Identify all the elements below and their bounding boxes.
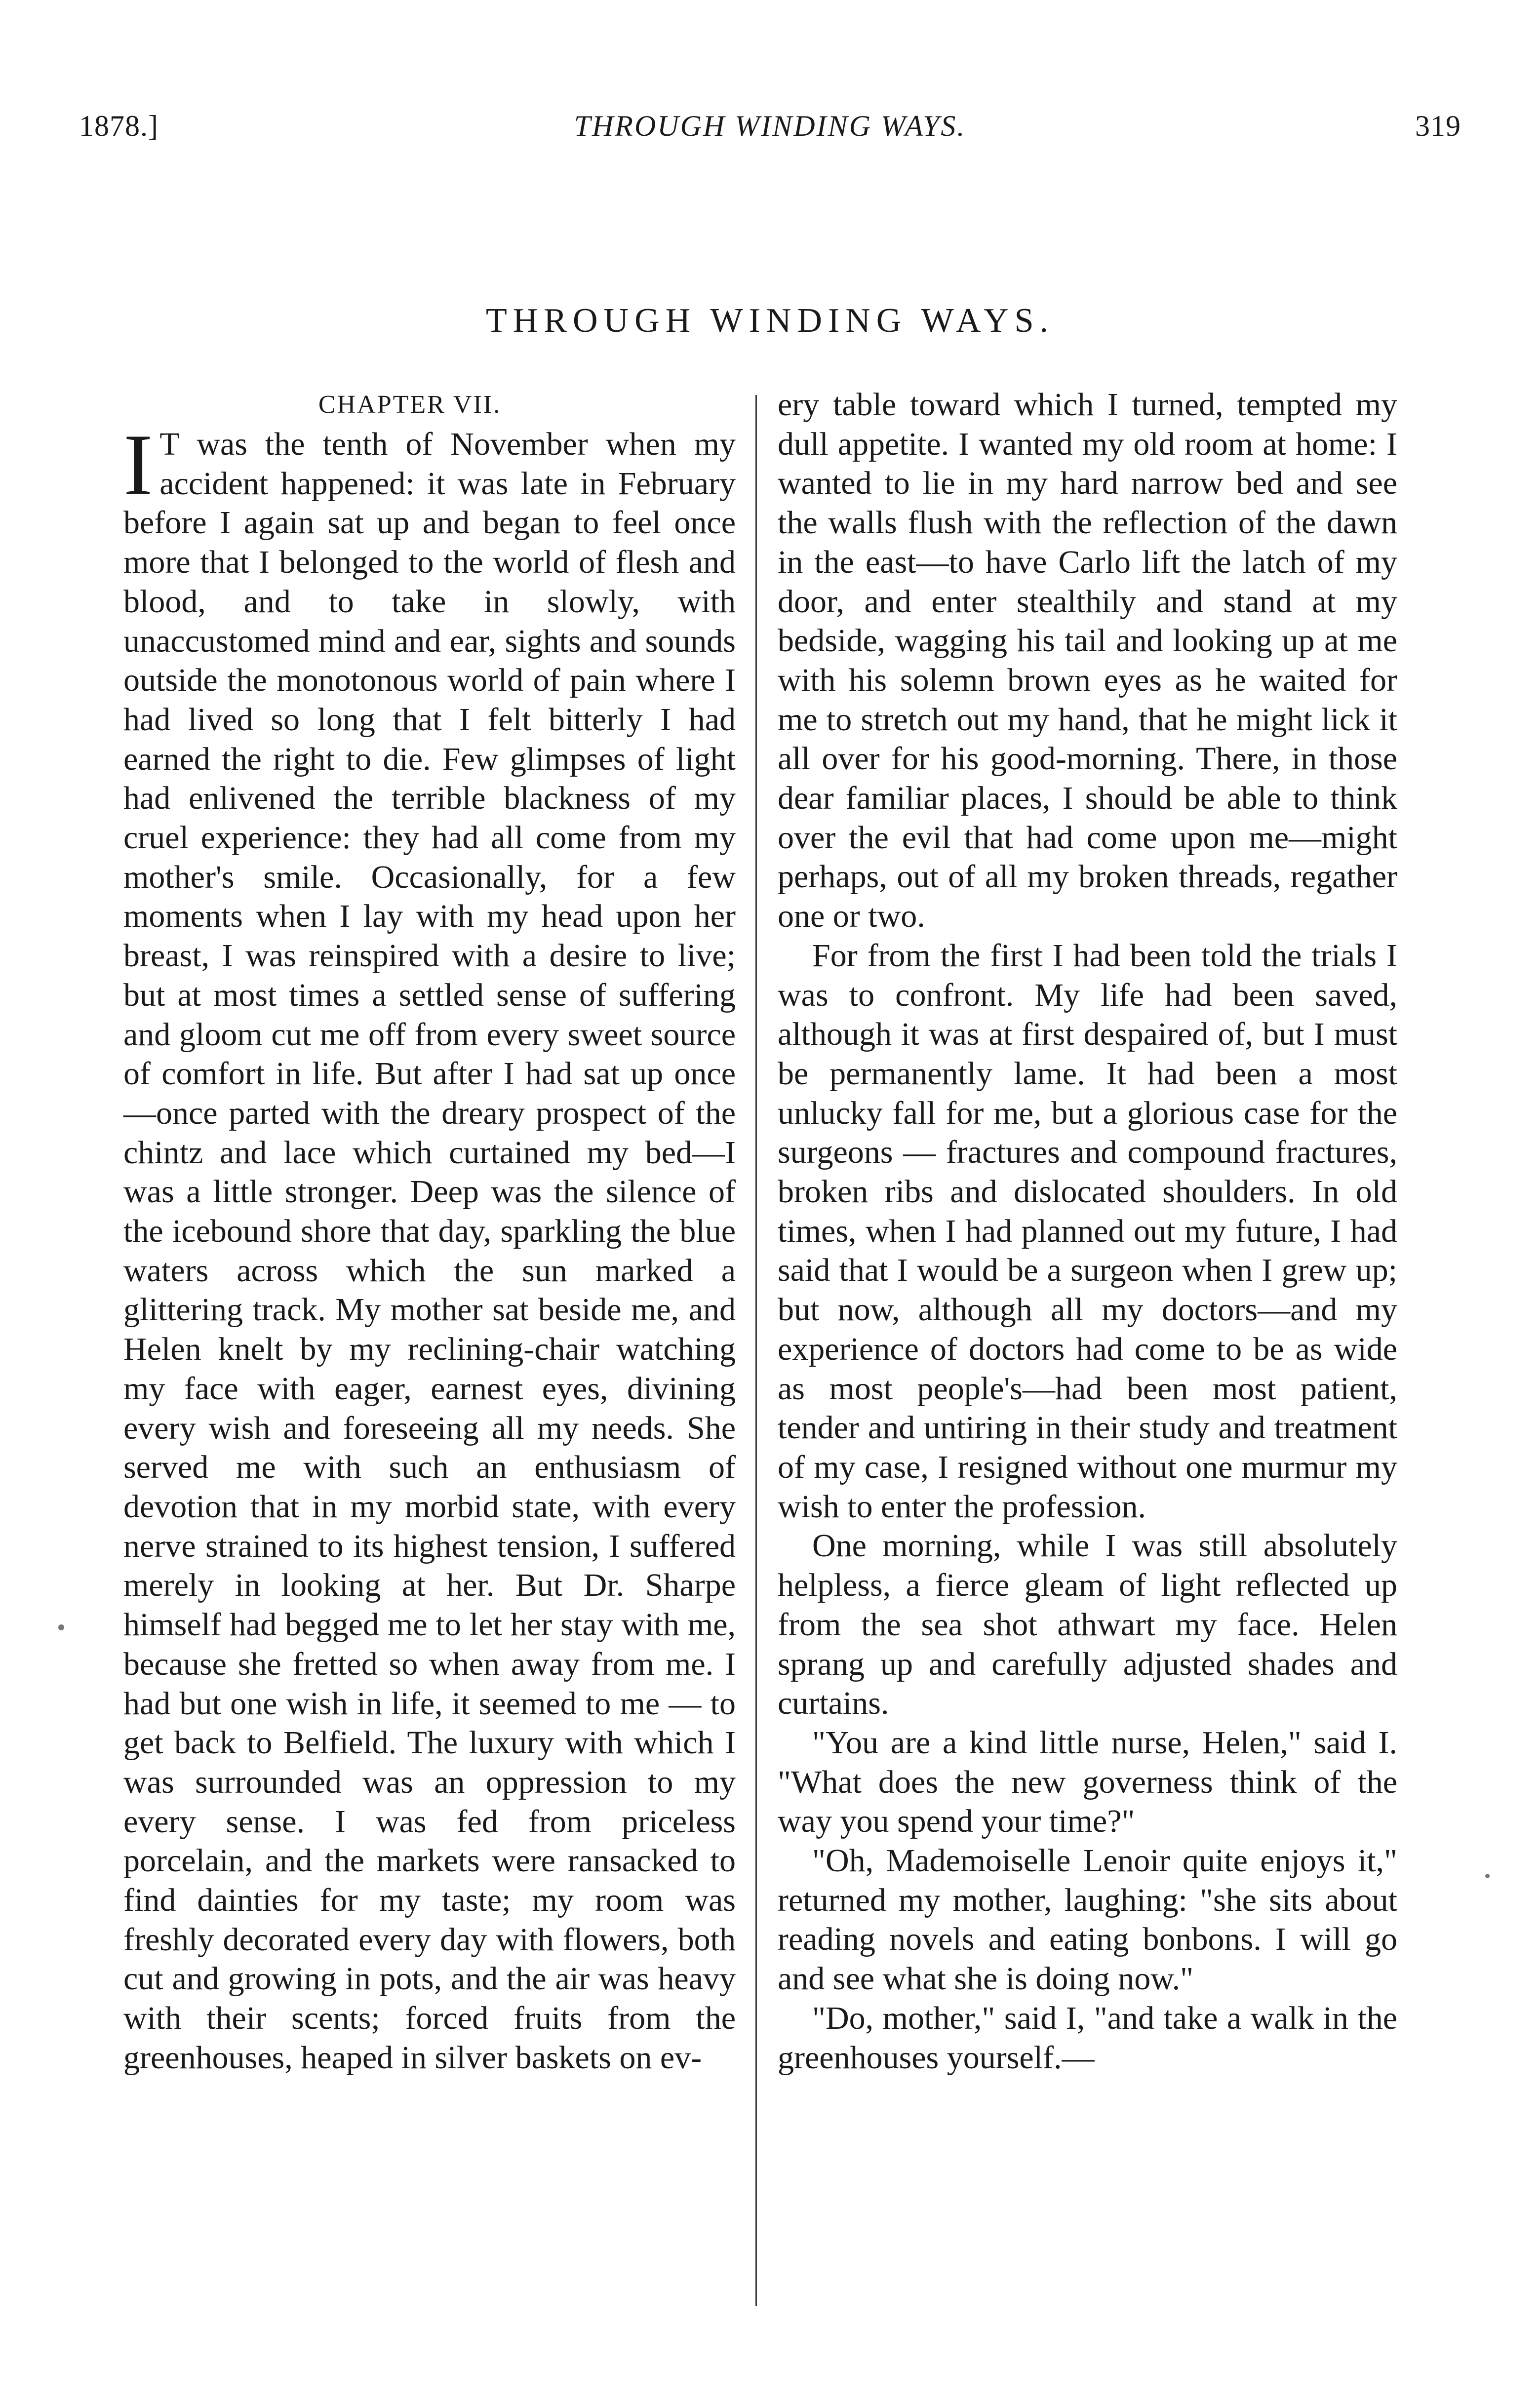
left-column xyxy=(123,385,736,2078)
paragraph: For from the first I had been told the trials I was to confront. My life had been saved, although it was at first despaired of, but I must be permanently lame. It had been a most unlucky fall for me, but a glorious case for the surgeons — fractures and compound fractures, broken ribs and dislocated shoulders. In old times, when I had planned out my future, I had said that I would be a surgeon when I grew up; but now, although all my doctors—and my experience of doctors had come to be as wide as most people's—had been most patient, tender and untiring in their study and treatment of my case, I resigned without one murmur my wish to enter the profession. xyxy=(778,937,1397,1525)
paragraph: One morning, while I was still absolutely helpless, a fierce gleam of light reflected up from the sea shot athwart my face. Helen sprang up and carefully adjusted shades and curtains. xyxy=(778,1528,1397,1722)
print-speck xyxy=(58,1624,64,1630)
paragraph: "Do, mother," said I, "and take a walk in the greenhouses yourself.— xyxy=(778,2000,1397,2076)
paragraph-text: T was the tenth of November when my accident happened: it was late in February before I again sat up and began to feel once more that I belonged to the world of flesh and blood, and to take in slowly, with unaccustomed mind and ear, sights and sounds outside the monotonous world of pain where I had lived so long that I felt bitterly I had earned the right to die. Few glimpses of light had enlivened the terrible blackness of my cruel experience: they had all come from my mother's smile. Occasionally, for a few moments when I lay with my head upon her breast, I was reinspired with a desire to live; but at most times a settled sense of suffering and gloom cut me off from every sweet source of comfort in life. But after I had sat up once—once parted with the dreary prospect of the chintz and lace which curtained my bed—I was a little stronger. Deep was the silence of the icebound shore that day, sparkling the blue waters across which the sun marked a glittering track. My mother sat beside me, and Helen knelt by my reclining-chair watching my face with eager, earnest eyes, divining every wish and foreseeing all my needs. She served me with such an enthusiasm of devotion that in my morbid state, with every nerve strained to its highest tension, I suffered merely in looking at her. But Dr. Sharpe himself had begged me to let her stay with me, because she fretted so when away from me. I had but one wish in life, it seemed to me — to get back to Belfield. The luxury with which I was surrounded was an oppression to my every sense. I was fed from priceless porcelain, and the markets were ransacked to find dainties for my taste; my room was freshly decorated every day with flowers, both cut and growing in pots, and the air was heavy with their scents; forced fruits from the greenhouses, heaped in silver baskets on ev- xyxy=(123,426,736,2076)
right-column xyxy=(778,385,1397,2077)
paragraph: "Oh, Mademoiselle Lenoir quite enjoys it," returned my mother, laughing: "she sits about reading novels and eating bonbons. I will go and see what she is doing now." xyxy=(778,1843,1397,1997)
chapter-heading: CHAPTER VII. xyxy=(318,391,502,419)
paragraph xyxy=(123,416,736,2078)
article-title: THROUGH WINDING WAYS. xyxy=(486,302,1054,340)
running-head-year: 1878.] xyxy=(79,110,158,142)
print-speck xyxy=(1485,1874,1490,1878)
paragraph: ery table toward which I turned, tempted my dull appetite. I wanted my old room at home: I wanted to lie in my hard narrow bed and see the walls flush with the reflection of the dawn in the east—to have Carlo lift the latch of my door, and enter stealthily and stand at my bedside, wagging his tail and looking up at me with his solemn brown eyes as he waited for me to stretch out my hand, that he might lick it all over for his good-morning. There, in those dear familiar places, I should be able to think over the evil that had come upon me—might perhaps, out of all my broken threads, regather one or two. xyxy=(778,387,1397,935)
page-number: 319 xyxy=(1415,110,1461,142)
running-head xyxy=(79,106,1461,156)
running-head-title: THROUGH WINDING WAYS. xyxy=(574,110,966,142)
column-divider xyxy=(755,395,757,2306)
paragraph: "You are a kind little nurse, Helen," said I. "What does the new governess think of the way you spend your time?" xyxy=(778,1724,1397,1840)
drop-cap: I xyxy=(123,416,153,513)
